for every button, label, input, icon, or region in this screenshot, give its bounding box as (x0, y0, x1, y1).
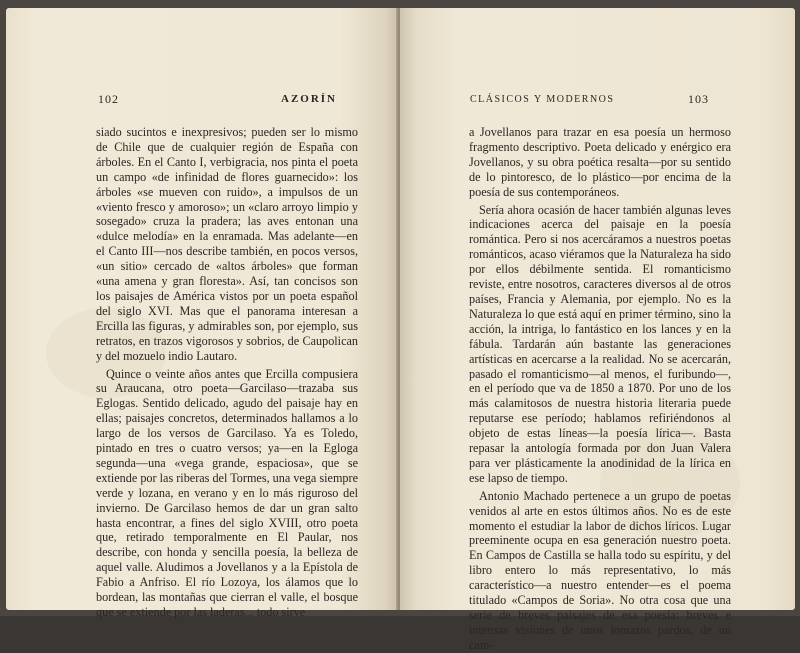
page-number-left: 102 (98, 92, 119, 106)
running-head-right: CLÁSICOS Y MODERNOS (470, 94, 615, 105)
page-number-right: 103 (688, 92, 709, 106)
paragraph: Antonio Machado pertenece a un grupo de poetas venidos al arte en estos últimos años. No es de este momento el estudiar la labor de dichos líricos. Lugar preeminente ocupa en esa generación nuestro poeta. En Campos de Castilla se halla todo su espíritu, y del libro entero lo más representativo, lo más característico—a nuestro entender—es el poema titulado «Campos de Soria». No otra cosa que una serie de breves paisajes de esa poesía: breves e intensas visiones de unos lomazos pardos, de un cam- (469, 488, 731, 652)
left-page (6, 8, 398, 619)
right-page (400, 8, 795, 652)
paragraph: Quince o veinte años antes que Ercilla compusiera su Araucana, otro poeta—Garcilaso—trazaba sus Eglogas. Sentido delicado, agudo del paisaje hay en ellas; paisajes concretos, determinados hallamos a lo largo de los versos de Garcilaso. Ya es Toledo, pintado en tres o cuatro versos; ya—en la Egloga segunda—una «vega grande, espaciosa», que se extiende por las riberas del Tormes, una vega siempre verde y lozana, en verano y en lo más riguroso del invierno. De Garcilaso hemos de dar un gran salto hasta encontrar, a fines del siglo XVIII, otro poeta que, retirado temporalmente en El Paular, nos describe, con honda y sencilla poesía, la belleza de aquel valle. Aludimos a Jovellanos y a la Epístola de Fabio a Anfriso. El río Lozoya, los álamos que lo bordean, las montañas que cierran el valle, el bosque que se extiende por las laderas... todo sirve (96, 366, 358, 619)
paragraph: Sería ahora ocasión de hacer también algunas leves indicaciones acerca del paisaje en la poesía romántica. Pero si nos acercáramos a nuestros poetas románticos, acaso viéramos que la Naturaleza ha sido por ellos débilmente sentida. El romanticismo reviste, entre nosotros, caracteres diversos al de otros países, Francia y Alemania, por ejemplo. No es la Naturaleza lo que está aquí en primer término, sino la acción, la intriga, lo fantástico en los lances y en la fábula. Tardarán aún bastante las generaciones artísticas en acercarse a la realidad. No se acercarán, pasado el romanticismo—al menos, el furibundo—, en el período que va de 1850 a 1870. Por uno de los más calamitosos de nuestra historia literaria puede reputarse ese período; hablamos refiriéndonos al objeto de estas líneas—la poesía lírica—. Basta repasar la antología formada por don Juan Valera para ver plásticamente la anodinidad de la lírica en ese lapso de tiempo. (469, 202, 731, 485)
left-page-body (96, 125, 358, 620)
running-head-left: AZORÍN (281, 93, 338, 105)
paragraph: siado sucintos e inexpresivos; pueden ser lo mismo de Chile que de cualquier región de España con árboles. En el Canto I, verbigracia, nos pinta el poeta un campo «de infinidad de flores guarnecido»: los árboles «se mueven con ruido», a impulsos de un «viento fresco y amoroso»; un «claro arroyo limpio y sosegado» cruza la pradera; las aves entonan una «dulce melodía» en la enramada. Mas adelante—en el Canto III—nos describe también, en pocos versos, «un sitio» cercado de «altos árboles» que forman «una amena y gran floresta». Así, tan concisos son los paisajes de América vistos por un poeta español del siglo XVI. Mas que el panorama interesan a Ercilla las figuras, y admirables son, por ejemplo, sus retratos, en trazos vigorosos y sobrios, de Caupolican y del mozuelo indio Lautaro. (96, 125, 358, 363)
right-page-body (469, 125, 731, 653)
paragraph: a Jovellanos para trazar en esa poesía un hermoso fragmento descriptivo. Poeta delicado y enérgico era Jovellanos, y su obra poética resalta—por su sentido de lo pintoresco, de lo plástico—por encima de la poesía de sus contemporáneos. (469, 125, 731, 199)
